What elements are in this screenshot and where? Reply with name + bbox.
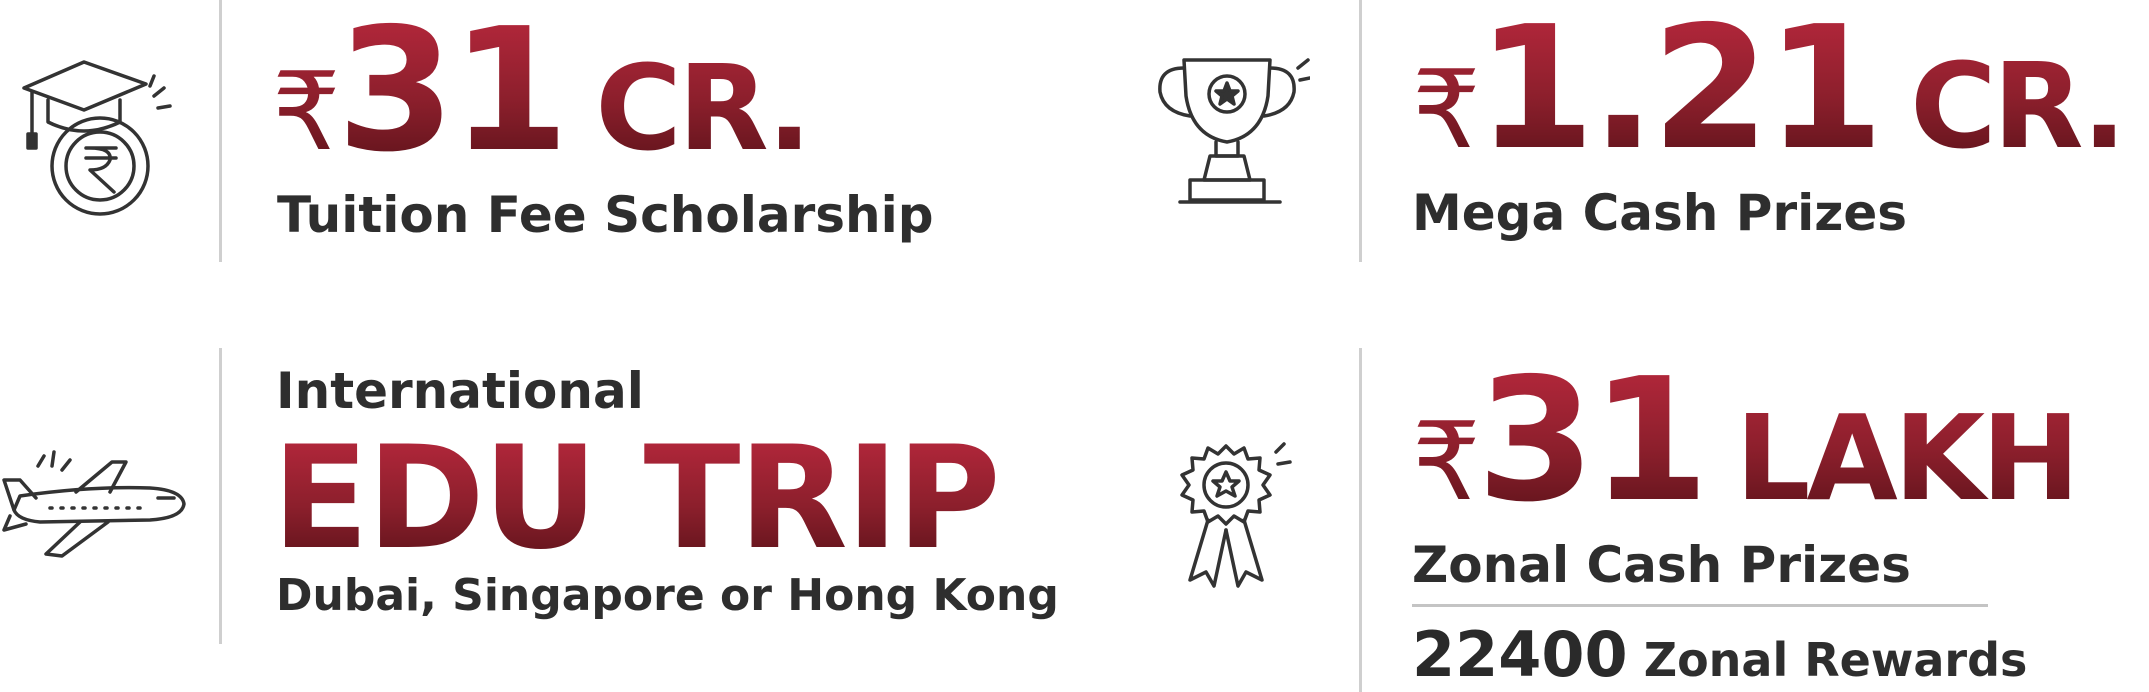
zonal-rewards bbox=[1412, 618, 2027, 691]
divider-right-bottom bbox=[1359, 348, 1362, 692]
mega-label: Mega Cash Prizes bbox=[1412, 184, 1908, 242]
zonal-rewards-count: 22400 bbox=[1412, 618, 1628, 691]
airplane-icon bbox=[0, 446, 192, 566]
zonal-rewards-label: Zonal Rewards bbox=[1643, 633, 2028, 687]
divider-left-bottom bbox=[219, 348, 222, 644]
trophy-icon bbox=[1150, 50, 1310, 216]
zonal-label: Zonal Cash Prizes bbox=[1412, 536, 1911, 594]
trip-heading: International bbox=[276, 362, 644, 420]
rupee-symbol: ₹ bbox=[1412, 48, 1477, 173]
trip-title: EDU TRIP bbox=[272, 416, 999, 581]
trip-destinations: Dubai, Singapore or Hong Kong bbox=[276, 570, 1059, 621]
scholarship-unit: CR. bbox=[595, 39, 808, 177]
zonal-unit: LAKH bbox=[1735, 389, 2077, 527]
zonal-divider bbox=[1412, 604, 1988, 607]
scholarship-number: 31 bbox=[336, 0, 566, 190]
rupee-symbol: ₹ bbox=[1412, 400, 1477, 525]
rupee-symbol: ₹ bbox=[272, 50, 337, 175]
mega-amount bbox=[1412, 0, 2123, 188]
divider-right-top bbox=[1359, 0, 1362, 262]
medal-ribbon-icon bbox=[1168, 440, 1298, 600]
zonal-amount bbox=[1412, 342, 2077, 540]
mega-unit: CR. bbox=[1910, 37, 2123, 175]
divider-left-top bbox=[219, 0, 222, 262]
scholarship-amount bbox=[272, 0, 808, 190]
mega-number: 1.21 bbox=[1476, 0, 1881, 188]
scholarship-label: Tuition Fee Scholarship bbox=[277, 186, 934, 244]
graduation-coin-icon bbox=[14, 48, 174, 218]
zonal-number: 31 bbox=[1476, 342, 1706, 540]
